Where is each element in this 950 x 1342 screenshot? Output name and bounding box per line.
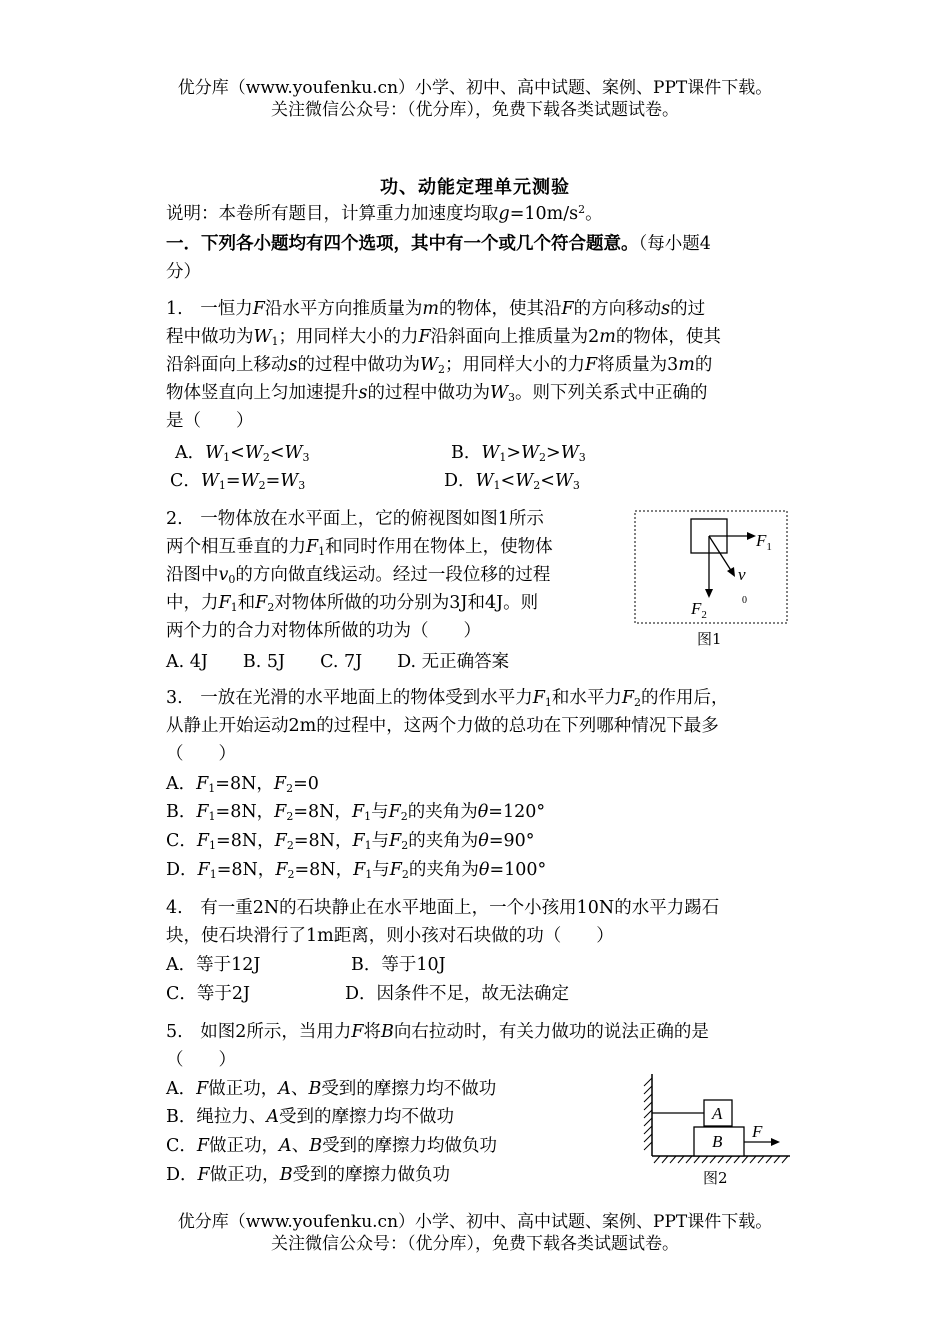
q4-line-1: 4. 有一重2N的石块静止在水平地面上，一个小孩用10N的水平力踢石 [166,898,720,918]
q3-option-a: A．$F_1=8N$，$F_2=0$ [166,774,319,795]
figure-2 [640,1070,800,1170]
q2-options: A. 4J B. 5J C. 7J D. 无正确答案 [166,652,510,672]
q5-line-1: 5. 如图2所示，当用力F将B向右拉动时，有关力做功的说法正确的是 [166,1022,709,1042]
q1-option-d: D．$W_1<W_2<W_3$ [444,471,580,492]
q3-option-b: B．$F_1=8N$，$F_2=8N$，$F_1$与$F_2$的夹角为θ=120° [166,802,546,823]
q1-line-1: 1. 一恒力F沿水平方向推质量为m的物体，使其沿F的方向移动s的过 [166,299,706,319]
page-title: 功、动能定理单元测验 [380,177,570,198]
q4-line-2: 块，使石块滑行了1m距离，则小孩对石块做的功（ ） [166,926,614,946]
q1-option-b: B．$W_1>W_2>W_3$ [451,443,586,464]
q1-option-c: C．$W_1=W_2=W_3$ [170,471,306,492]
footer-line-2: 关注微信公众号：（优分库），免费下载各类试题试卷。 [271,1234,679,1254]
ground-hatching [654,1156,788,1163]
q3-option-c: C．$F_1=8N$，$F_2=8N$，$F_1$与$F_2$的夹角为θ=90° [166,831,535,852]
q2-line-3: 沿图中$v_0$的方向做直线运动。经过一段位移的过程 [166,565,551,586]
q5-line-2: （ ） [166,1050,236,1070]
q2-line-5: 两个力的合力对物体所做的功为（ ） [166,621,481,641]
wall-hatching [644,1078,652,1150]
figure-1 [634,510,790,628]
q3-option-d: D．$F_1=8N$，$F_2=8N$，$F_1$与$F_2$的夹角为θ=100° [166,860,547,881]
q1-line-2: 程中做功为$W_1$；用同样大小的力F沿斜面向上推质量为2m的物体，使其 [166,327,721,348]
label-f1: $F_1$ [756,531,772,553]
footer-line-1: 优分库（www.youfenku.cn）小学、初中、高中试题、案例、PPT课件下载。 [177,1212,773,1232]
force-f2-arrowhead [705,589,713,598]
q5-option-b: B．绳拉力、A受到的摩擦力均不做功 [166,1107,455,1127]
q4-option-a: A．等于12J [166,955,261,975]
q3-line-3: （ ） [166,744,236,764]
q3-line-1: 3. 一放在光滑的水平地面上的物体受到水平力$F_1$和水平力$F_2$的作用后， [166,688,729,709]
q2-line-4: 中，力$F_1$和$F_2$对物体所做的功分别为3J和4J。则 [166,593,539,614]
q5-option-d: D．F做正功，B受到的摩擦力做负功 [166,1165,451,1185]
section-heading: 一．下列各小题均有四个选项，其中有一个或几个符合题意。（每小题4 [166,234,711,254]
force-f-arrowhead [771,1138,780,1146]
label-f2: $F_2$ [691,599,707,621]
q3-line-2: 从静止开始运动2m的过程中，这两个力做的总功在下列哪种情况下最多 [166,716,719,736]
label-v0-sub: 0 [742,595,747,606]
label-b: B [712,1132,723,1151]
q1-option-a: A．$W_1<W_2<W_3$ [175,443,310,464]
q5-option-a: A．F做正功，A、B受到的摩擦力均不做功 [166,1079,497,1099]
q1-line-5: 是（ ） [166,411,254,431]
instruction-note: 说明：本卷所有题目，计算重力加速度均取$g=10m/s^2$。 [166,203,603,224]
header-line-2: 关注微信公众号：（优分库），免费下载各类试题试卷。 [271,100,679,120]
label-v0: v [738,565,746,584]
q1-line-3: 沿斜面向上移动s的过程中做功为$W_2$；用同样大小的力F将质量为3m的 [166,355,713,376]
q4-option-c: C．等于2J [166,984,251,1004]
figure-1-caption: 图1 [697,630,722,648]
q5-option-c: C．F做正功，A、B受到的摩擦力均做负功 [166,1136,498,1156]
q1-line-4: 物体竖直向上匀加速提升s的过程中做功为$W_3$。则下列关系式中正确的 [166,383,708,404]
q4-option-d: D．因条件不足，故无法确定 [345,984,570,1004]
section-heading-tail: 分） [166,262,201,282]
q4-option-b: B．等于10J [351,955,446,975]
q2-line-1: 2. 一物体放在水平面上，它的俯视图如图1所示 [166,509,544,529]
label-a: A [712,1104,723,1123]
velocity-v0-arrowhead [727,567,735,577]
figure-2-caption: 图2 [703,1169,728,1187]
force-f1-arrowhead [747,532,756,540]
label-f: F [752,1122,763,1141]
q2-line-2: 两个相互垂直的力$F_1$和同时作用在物体上，使物体 [166,537,553,558]
header-line-1: 优分库（www.youfenku.cn）小学、初中、高中试题、案例、PPT课件下载。 [177,78,773,98]
